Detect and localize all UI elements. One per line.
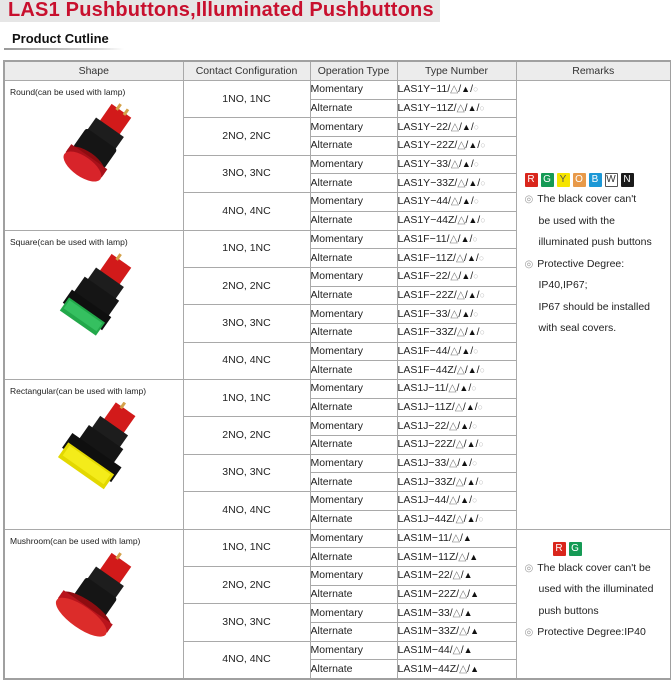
type-number-base: LAS1J−44/ [397,494,450,507]
filled-triangle-icon: ▲ [462,532,472,543]
remark-line [525,275,652,297]
type-number-base: LAS1F−11/ [397,232,450,245]
page-title: LAS1 Pushbuttons,Illuminated Pushbuttons [8,0,434,21]
color-chip-b: B [589,173,602,187]
type-number-suffix: △/▲/○ [450,195,480,208]
operation-type-cell: Momentary [310,118,397,137]
type-number-suffix: △/▲/○ [456,102,485,115]
type-number-cell [397,510,516,529]
remark-text: illuminated push buttons [538,236,652,248]
filled-triangle-icon: ▲ [461,308,471,319]
circle-lamp-icon: ○ [479,289,486,300]
table-row [4,81,671,100]
column-header-type-number: Type Number [397,61,516,81]
open-triangle-icon: △ [450,83,459,96]
type-number-cell [397,417,516,436]
type-number-suffix: △/▲ [451,531,472,544]
operation-type-cell: Alternate [310,585,397,604]
filled-triangle-icon: ▲ [463,607,473,618]
type-number-base: LAS1M−22/ [397,569,453,582]
type-number-base: LAS1F−11Z/ [397,251,456,264]
operation-type-cell: Alternate [310,398,397,417]
circle-lamp-icon: ○ [477,402,484,413]
contact-config-cell: 3NO, 3NC [183,305,310,342]
open-triangle-icon: △ [452,643,461,656]
circle-lamp-icon: ○ [473,308,479,319]
remark-line [525,254,652,276]
color-options [525,173,634,187]
type-number-base: LAS1F−33/ [397,307,451,320]
type-number-base: LAS1M−44/ [397,643,453,656]
remark-line [525,558,654,580]
remark-text: push buttons [538,604,599,617]
contact-config-cell: 1NO, 1NC [183,81,310,118]
operation-type-cell: Momentary [310,417,397,436]
type-number-cell [397,211,516,230]
open-triangle-icon: △ [449,232,458,245]
operation-type-cell: Alternate [310,249,397,268]
type-number-cell [397,193,516,212]
contact-config-cell: 2NO, 2NC [183,267,310,304]
type-number-base: LAS1J−11Z/ [397,401,455,414]
contact-config-cell: 4NO, 4NC [183,342,310,379]
operation-type-cell: Alternate [310,622,397,641]
open-triangle-icon: △ [451,531,460,544]
operation-type-cell: Momentary [310,454,397,473]
open-triangle-icon: △ [448,382,457,395]
column-header-shape: Shape [4,61,183,81]
circle-lamp-icon: ○ [478,476,484,487]
filled-triangle-icon: ▲ [460,233,470,244]
remark-line [525,622,654,644]
open-triangle-icon: △ [455,251,465,264]
contact-config-cell: 1NO, 1NC [183,529,310,566]
type-number-suffix: △/▲/○ [455,438,484,451]
remark-line [525,189,652,211]
type-number-cell [397,622,516,641]
open-triangle-icon: △ [452,606,461,619]
color-chip-w: W [606,174,616,185]
type-number-base: LAS1Y−44/ [397,195,451,208]
filled-triangle-icon: ▲ [460,495,470,506]
open-triangle-icon: △ [450,158,459,171]
table-header-row [4,61,671,81]
open-triangle-icon: △ [455,438,464,451]
product-spec-table [3,60,671,680]
type-number-suffix: △/▲/○ [457,139,486,152]
operation-type-cell: Momentary [310,267,397,286]
type-number-suffix: △/▲/○ [450,307,479,320]
column-header-contact: Contact Configuration [183,61,310,81]
round-red-pushbutton-image [43,103,153,209]
type-number-suffix: △/▲ [459,662,479,675]
type-number-suffix: △/▲/○ [449,232,478,245]
shape-label: Rectangular(can be used with lamp) [10,386,147,396]
shape-cell [4,529,183,679]
open-triangle-icon: △ [456,288,465,301]
type-number-base: LAS1J−22/ [397,419,450,432]
type-number-cell [397,529,516,548]
operation-type-cell: Alternate [310,510,397,529]
type-number-suffix: △/▲/○ [455,251,485,264]
type-number-base: LAS1J−33Z/ [397,475,456,488]
type-number-suffix: △/▲ [458,550,479,563]
type-number-base: LAS1F−22/ [397,270,451,283]
table-body [4,81,671,680]
circle-lamp-icon: ○ [473,121,480,132]
column-header-remarks: Remarks [516,61,671,81]
shape-label: Square(can be used with lamp) [10,236,128,247]
contact-config-cell: 3NO, 3NC [183,604,310,641]
type-number-base: LAS1J−22Z/ [397,438,456,451]
section-underline [4,48,124,50]
remark-text: Protective Degree:IP40 [537,626,646,638]
type-number-base: LAS1Y−22Z/ [397,139,458,152]
shape-label: Mushroom(can be used with lamp) [10,535,141,546]
contact-config-cell: 3NO, 3NC [183,155,310,192]
filled-triangle-icon: ▲ [466,476,476,487]
shape-label: Round(can be used with lamp) [10,87,126,97]
operation-type-cell: Alternate [310,473,397,492]
type-number-cell [397,604,516,623]
open-triangle-icon: △ [457,214,466,227]
remark-text: IP40,IP67; [538,279,588,291]
type-number-base: LAS1F−22Z/ [397,288,457,301]
type-number-cell [397,436,516,455]
filled-triangle-icon: ▲ [469,551,479,562]
filled-triangle-icon: ▲ [460,420,470,431]
operation-type-cell: Momentary [310,604,397,623]
type-number-suffix: △/▲/○ [450,120,480,133]
type-number-suffix: △/▲/○ [450,83,479,96]
contact-config-cell: 4NO, 4NC [183,492,310,529]
contact-config-cell: 4NO, 4NC [183,193,310,230]
type-number-cell [397,249,516,268]
filled-triangle-icon: ▲ [461,159,471,170]
type-number-suffix: △/▲/○ [456,288,486,301]
open-triangle-icon: △ [457,139,466,152]
operation-type-cell: Momentary [310,342,397,361]
type-number-suffix: △/▲/○ [448,382,477,395]
operation-type-cell: Alternate [310,174,397,193]
filled-triangle-icon: ▲ [470,626,479,637]
remark-line [525,211,652,233]
contact-config-cell: 2NO, 2NC [183,417,310,454]
circle-lamp-icon: ○ [478,439,484,450]
type-number-base: LAS1Y−33Z/ [397,176,458,189]
circle-lamp-icon: ○ [472,84,479,95]
open-triangle-icon: △ [450,270,459,283]
remark-line [525,232,652,254]
open-triangle-icon: △ [459,662,468,675]
type-number-cell [397,99,516,118]
type-number-suffix: △/▲/○ [449,419,478,432]
filled-triangle-icon: ▲ [467,364,477,375]
type-number-suffix: △/▲/○ [456,326,486,339]
remark-line [525,579,654,601]
filled-triangle-icon: ▲ [468,140,478,151]
circle-lamp-icon: ○ [473,196,480,207]
remarks-notes [525,189,652,340]
type-number-suffix: △/▲/○ [454,401,484,414]
remark-line [525,318,652,340]
operation-type-cell: Alternate [310,361,397,380]
circle-lamp-icon: ○ [472,458,478,469]
filled-triangle-icon: ▲ [470,663,479,674]
column-header-operation: Operation Type [310,61,397,81]
type-number-cell [397,454,516,473]
circle-lamp-icon: ○ [473,271,479,282]
type-number-cell [397,137,516,156]
type-number-base: LAS1Y−33/ [397,158,451,171]
circle-lamp-icon: ○ [480,215,486,226]
open-triangle-icon: △ [456,363,465,376]
color-chip-g: G [541,173,554,187]
contact-config-cell: 2NO, 2NC [183,566,310,603]
open-triangle-icon: △ [452,569,461,582]
filled-triangle-icon: ▲ [466,514,476,525]
type-number-suffix: △/▲/○ [449,457,478,470]
open-triangle-icon: △ [449,419,458,432]
remark-text: IP67 should be installed [538,300,650,313]
operation-type-cell: Alternate [310,211,397,230]
type-number-suffix: △/▲ [452,606,473,619]
color-chip-o: O [573,173,586,187]
filled-triangle-icon: ▲ [468,215,478,226]
color-chip-y: Y [557,173,570,187]
circle-lamp-icon: ○ [471,383,477,394]
operation-type-cell: Momentary [310,305,397,324]
type-number-cell [397,566,516,585]
type-number-suffix: △/▲/○ [455,475,484,488]
type-number-suffix: △/▲ [459,587,479,600]
type-number-cell [397,267,516,286]
operation-type-cell: Momentary [310,380,397,399]
bullet-icon: ◎ [524,194,534,205]
filled-triangle-icon: ▲ [465,402,475,413]
open-triangle-icon: △ [449,457,458,470]
type-number-base: LAS1Y−11Z/ [397,102,457,115]
type-number-suffix: △/▲ [452,643,473,656]
contact-config-cell: 1NO, 1NC [183,380,310,417]
type-number-base: LAS1M−22Z/ [397,587,460,600]
color-chip-g: G [569,542,582,556]
type-number-suffix: △/▲/○ [449,494,478,507]
operation-type-cell: Alternate [310,99,397,118]
circle-lamp-icon: ○ [480,177,486,188]
filled-triangle-icon: ▲ [460,458,470,469]
operation-type-cell: Alternate [310,137,397,156]
type-number-base: LAS1J−33/ [397,457,450,470]
circle-lamp-icon: ○ [479,364,486,375]
operation-type-cell: Momentary [310,81,397,100]
type-number-base: LAS1J−44Z/ [397,513,456,526]
circle-lamp-icon: ○ [478,252,485,263]
open-triangle-icon: △ [454,401,463,414]
type-number-base: LAS1F−33Z/ [397,326,457,339]
type-number-cell [397,473,516,492]
type-number-cell [397,660,516,679]
remark-text: with seal covers. [538,322,617,334]
type-number-cell [397,548,516,567]
type-number-cell [397,155,516,174]
type-number-suffix: △/▲/○ [450,344,479,357]
bullet-icon: ◎ [524,627,534,638]
type-number-cell [397,342,516,361]
type-number-suffix: △/▲ [452,569,473,582]
filled-triangle-icon: ▲ [467,103,477,114]
filled-triangle-icon: ▲ [461,345,471,356]
mushroom-red-pushbutton-image [43,552,153,668]
open-triangle-icon: △ [450,120,459,133]
filled-triangle-icon: ▲ [463,570,473,581]
circle-lamp-icon: ○ [479,327,486,338]
operation-type-cell: Alternate [310,286,397,305]
type-number-base: LAS1Y−44Z/ [397,214,458,227]
type-number-base: LAS1M−33Z/ [397,625,460,638]
type-number-cell [397,398,516,417]
operation-type-cell: Momentary [310,566,397,585]
type-number-suffix: △/▲/○ [457,176,486,189]
type-number-cell [397,380,516,399]
filled-triangle-icon: ▲ [459,383,469,394]
open-triangle-icon: △ [459,625,468,638]
contact-config-cell: 3NO, 3NC [183,454,310,491]
open-triangle-icon: △ [449,494,458,507]
color-chip-r: R [553,542,566,556]
contact-config-cell: 2NO, 2NC [183,118,310,155]
type-number-base: LAS1M−33/ [397,606,453,619]
type-number-suffix: △/▲/○ [456,363,486,376]
circle-lamp-icon: ○ [472,495,478,506]
type-number-cell [397,81,516,100]
type-number-base: LAS1F−44Z/ [397,363,457,376]
filled-triangle-icon: ▲ [466,252,476,263]
open-triangle-icon: △ [455,513,464,526]
type-number-suffix: △/▲/○ [457,214,486,227]
remark-text: Protective Degree: [537,257,625,270]
circle-lamp-icon: ○ [480,140,486,151]
open-triangle-icon: △ [457,176,466,189]
operation-type-cell: Momentary [310,641,397,660]
remark-line [525,297,652,319]
rectangular-yellow-pushbutton-image [43,402,163,508]
filled-triangle-icon: ▲ [468,177,478,188]
square-green-pushbutton-image [43,253,153,359]
type-number-suffix: △/▲/○ [450,158,480,171]
type-number-cell [397,230,516,249]
open-triangle-icon: △ [456,102,465,115]
color-chip-r: R [525,173,538,187]
contact-config-cell: 4NO, 4NC [183,641,310,679]
section-title: Product Cutline [12,31,109,46]
type-number-base: LAS1F−44/ [397,344,451,357]
operation-type-cell: Alternate [310,436,397,455]
operation-type-cell: Alternate [310,323,397,342]
circle-lamp-icon: ○ [472,233,478,244]
type-number-suffix: △/▲/○ [455,513,484,526]
circle-lamp-icon: ○ [473,345,479,356]
operation-type-cell: Alternate [310,660,397,679]
remark-text: The black cover can't be [537,561,651,574]
operation-type-cell: Momentary [310,492,397,511]
remarks-cell-standard [516,81,671,530]
remarks-cell-mushroom [516,529,671,679]
type-number-base: LAS1Y−22/ [397,120,451,133]
operation-type-cell: Momentary [310,529,397,548]
remark-text: used with the illuminated [538,583,654,595]
type-number-cell [397,641,516,660]
filled-triangle-icon: ▲ [470,588,479,599]
filled-triangle-icon: ▲ [461,84,471,95]
open-triangle-icon: △ [456,326,465,339]
type-number-cell [397,585,516,604]
remark-line [525,601,654,623]
filled-triangle-icon: ▲ [466,439,476,450]
type-number-cell [397,174,516,193]
shape-cell [4,81,183,231]
remark-text: The black cover can't [537,193,637,205]
bullet-icon: ◎ [524,562,534,574]
shape-cell [4,380,183,530]
open-triangle-icon: △ [450,344,459,357]
filled-triangle-icon: ▲ [463,644,473,655]
operation-type-cell: Alternate [310,548,397,567]
color-chip-n: N [621,173,634,187]
operation-type-cell: Momentary [310,155,397,174]
remark-text: be used with the [538,214,615,227]
bullet-icon: ◎ [524,258,534,270]
filled-triangle-icon: ▲ [461,196,471,207]
circle-lamp-icon: ○ [472,420,478,431]
type-number-base: LAS1Y−11/ [397,83,451,96]
type-number-cell [397,118,516,137]
type-number-cell [397,305,516,324]
type-number-cell [397,492,516,511]
open-triangle-icon: △ [458,550,467,563]
remarks-notes [525,558,654,644]
type-number-base: LAS1M−11Z/ [397,550,459,563]
shape-cell [4,230,183,380]
operation-type-cell: Momentary [310,193,397,212]
circle-lamp-icon: ○ [473,159,480,170]
filled-triangle-icon: ▲ [461,121,471,132]
type-number-cell [397,361,516,380]
type-number-base: LAS1J−11/ [397,382,449,395]
filled-triangle-icon: ▲ [461,271,471,282]
type-number-cell [397,323,516,342]
circle-lamp-icon: ○ [479,103,485,114]
type-number-base: LAS1M−11/ [397,531,452,544]
type-number-suffix: △/▲ [459,625,479,638]
contact-config-cell: 1NO, 1NC [183,230,310,267]
type-number-cell [397,286,516,305]
table-row [4,529,671,548]
type-number-suffix: △/▲/○ [450,270,479,283]
operation-type-cell: Momentary [310,230,397,249]
open-triangle-icon: △ [459,587,468,600]
color-options [553,542,582,556]
circle-lamp-icon: ○ [478,514,484,525]
open-triangle-icon: △ [450,307,459,320]
filled-triangle-icon: ▲ [467,327,477,338]
open-triangle-icon: △ [450,195,459,208]
type-number-base: LAS1M−44Z/ [397,662,460,675]
open-triangle-icon: △ [455,475,464,488]
filled-triangle-icon: ▲ [467,289,477,300]
